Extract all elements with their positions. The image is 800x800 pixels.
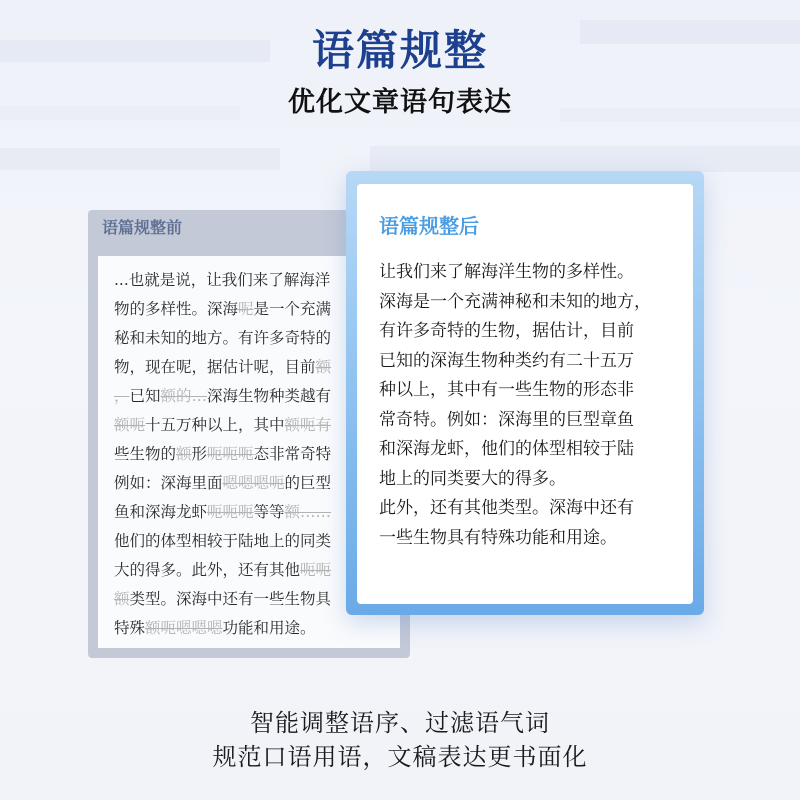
background-stripe	[370, 146, 800, 172]
text-segment: 等等	[253, 503, 285, 521]
text-segment: 态非常奇特	[253, 445, 332, 463]
deleted-filler-word: 呃呃呃	[207, 445, 254, 463]
footer-line-2: 规范口语用语，文稿表达更书面化	[212, 743, 588, 771]
deleted-filler-word: ，	[114, 387, 130, 405]
deleted-filler-word: 呢	[238, 300, 254, 318]
text-segment: 形	[191, 445, 208, 463]
text-segment: 类型。深海中还有一些生物具	[129, 590, 332, 608]
text-segment: ...也就是说，让我们来了解海洋	[114, 271, 331, 289]
after-text-line: 此外，还有其他类型。深海中还有	[379, 498, 634, 518]
after-text-line: 种以上，其中有一些生物的形态非	[379, 380, 634, 400]
deleted-filler-word: 嗯嗯嗯呃	[222, 474, 285, 492]
after-text-line: 让我们来了解海洋生物的多样性。	[379, 262, 634, 282]
after-text	[379, 258, 699, 553]
after-text-line: 一些生物具有特殊功能和用途。	[379, 527, 617, 548]
text-segment: 的巨型	[284, 474, 332, 492]
text-segment: 是一个充满	[253, 300, 332, 318]
text-segment: 秘和未知的地方。有许多奇特的	[114, 329, 332, 347]
after-text-line: 深海是一个充满神秘和未知的地方，	[379, 291, 651, 312]
deleted-filler-word: 额的…	[160, 387, 208, 405]
deleted-filler-word: 额	[114, 590, 130, 608]
before-text-line	[114, 614, 400, 643]
deleted-filler-word: 额呃嗯嗯嗯	[145, 619, 223, 637]
text-segment: 物，现在呢，据估计呢，目前	[114, 358, 316, 376]
deleted-filler-word: 额呃	[114, 416, 146, 434]
text-segment: 已知	[129, 387, 161, 405]
text-segment: 他们的体型相较于陆地上的同类	[114, 532, 332, 550]
before-card-label: 语篇规整前	[102, 218, 183, 237]
text-segment: 特殊	[114, 619, 146, 637]
text-segment: 功能和用途。	[222, 619, 316, 637]
deleted-filler-word: 额	[315, 358, 332, 376]
text-segment: 大的得多。此外，还有其他	[114, 561, 301, 579]
text-segment: 例如：深海里面	[114, 474, 223, 492]
after-card	[346, 171, 704, 615]
text-segment: 鱼和深海龙虾	[114, 503, 208, 521]
text-segment: 十五万种以上，其中	[145, 416, 285, 434]
after-card-label: 语篇规整后	[379, 214, 479, 238]
deleted-filler-word: 额	[176, 445, 192, 463]
deleted-filler-word: 额……	[284, 503, 332, 521]
deleted-filler-word: 额呃有	[284, 416, 332, 434]
background-stripe	[0, 148, 280, 170]
after-text-line: 已知的深海生物种类约有二十五万	[379, 350, 634, 371]
footer-line-1: 智能调整语序、过滤语气词	[250, 709, 550, 737]
deleted-filler-word: 呃呃呃	[207, 503, 254, 521]
page-title: 语篇规整	[311, 26, 488, 75]
after-text-line: 有许多奇特的生物，据估计，目前	[379, 321, 634, 341]
text-segment: 些生物的	[114, 445, 177, 463]
text-segment: 物的多样性。深海	[114, 300, 239, 318]
deleted-filler-word: 呃呃	[300, 561, 332, 579]
after-text-line: 常奇特。例如：深海里的巨型章鱼	[379, 409, 634, 430]
after-text-line: 和深海龙虾，他们的体型相较于陆	[379, 439, 634, 459]
text-segment: 深海生物种类越有	[207, 387, 332, 405]
after-text-line: 地上的同类要大的得多。	[379, 468, 566, 489]
page-subtitle: 优化文章语句表达	[288, 87, 512, 118]
after-card-body	[357, 184, 693, 604]
